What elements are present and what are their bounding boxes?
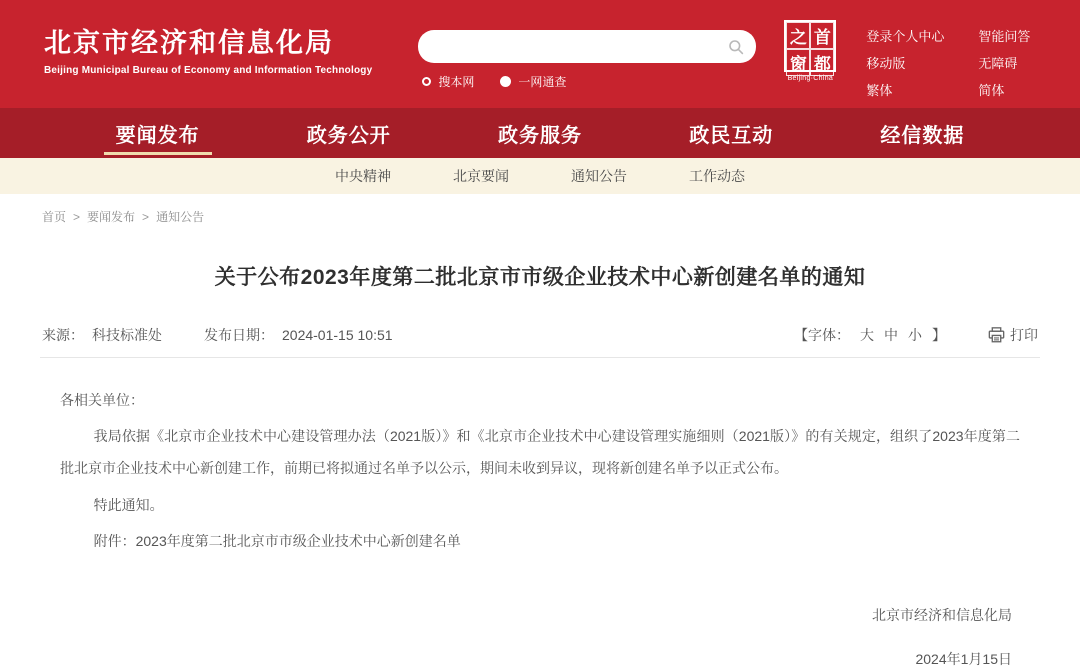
printer-icon	[988, 327, 1005, 343]
article-meta-row	[40, 325, 1040, 345]
article-meta-left	[42, 325, 393, 345]
source-label: 来源：	[42, 327, 84, 343]
paragraph-attachment: 附件：2023年度第二批北京市市级企业技术中心新创建名单	[93, 532, 461, 549]
link-accessibility[interactable]: 无障碍	[978, 56, 1018, 71]
font-size-medium-button[interactable]: 中	[884, 327, 898, 343]
radio-selected-icon	[500, 76, 511, 87]
site-header	[0, 0, 1080, 108]
print-label: 打印	[1010, 327, 1038, 343]
radio-unselected-icon	[422, 77, 431, 86]
search-box[interactable]	[418, 30, 756, 63]
link-smart-qa[interactable]: 智能问答	[978, 29, 1031, 44]
subnav-item-central-spirit[interactable]: 中央精神	[335, 168, 391, 184]
quick-links-column-2	[978, 26, 1030, 99]
article-title: 关于公布2023年度第二批北京市市级企业技术中心新创建名单的通知	[214, 266, 866, 289]
search-area	[418, 30, 756, 90]
publish-date-label: 发布日期：	[204, 327, 274, 343]
badge-caption: Beijing·China	[787, 75, 834, 82]
badge-char: 都	[810, 49, 834, 76]
breadcrumb	[0, 194, 1080, 225]
font-size-label-close: 】	[932, 327, 946, 343]
breadcrumb-separator: >	[142, 209, 150, 224]
scope-search-site[interactable]	[422, 73, 474, 90]
capital-window-seal-icon	[784, 20, 836, 72]
breadcrumb-separator: >	[73, 209, 81, 224]
font-size-small-button[interactable]: 小	[908, 327, 922, 343]
breadcrumb-home[interactable]: 首页	[42, 210, 67, 224]
badge-char: 首	[810, 22, 834, 49]
search-input[interactable]	[432, 39, 728, 54]
paragraph-salutation: 各相关单位：	[60, 392, 144, 408]
article-content	[0, 261, 1080, 669]
nav-item-public-interaction[interactable]: 政民互动	[689, 124, 774, 147]
capital-window-badge[interactable]	[784, 20, 836, 82]
paragraph-notice: 特此通知。	[93, 496, 164, 513]
breadcrumb-news-release[interactable]: 要闻发布	[87, 210, 136, 224]
signature-org: 北京市经济和信息化局	[872, 606, 1012, 623]
article-body	[40, 384, 1040, 557]
signature-date: 2024年1月15日	[915, 650, 1012, 667]
scope-search-site-label: 搜本网	[438, 75, 475, 89]
signature-block	[40, 605, 1040, 669]
subnav-item-work-dynamics[interactable]: 工作动态	[689, 168, 745, 184]
badge-char: 窗	[786, 49, 810, 76]
font-size-controls	[860, 325, 922, 345]
breadcrumb-notices[interactable]: 通知公告	[156, 210, 205, 224]
badge-char: 之	[786, 22, 810, 49]
article-meta-right	[794, 325, 1038, 345]
quick-links-column-1	[866, 26, 944, 99]
meta-divider	[40, 357, 1040, 358]
paragraph-main: 我局依据《北京市企业技术中心建设管理办法（2021版）》和《北京市企业技术中心建设管理实施细则（2021版）》的有关规定，组织了2023年度第二批北京市企业技术中心新创建工作，前期已将拟通过名单予以公示，期间未收到异议，现将新创建名单予以正式公布。	[60, 428, 1020, 477]
link-login-personal-center[interactable]: 登录个人中心	[866, 29, 945, 44]
nav-item-gov-services[interactable]: 政务服务	[498, 124, 582, 147]
site-logo[interactable]	[44, 28, 372, 76]
site-title: 北京市经济和信息化局	[44, 28, 334, 58]
publish-date-value: 2024-01-15 10:51	[282, 327, 393, 343]
site-subtitle-en: Beijing Municipal Bureau of Economy and Information Technology	[44, 65, 373, 77]
nav-item-economy-info-data[interactable]: 经信数据	[880, 124, 965, 147]
search-icon[interactable]	[728, 39, 744, 55]
font-size-large-button[interactable]: 大	[860, 327, 874, 343]
print-button[interactable]	[988, 325, 1038, 345]
sub-navigation	[0, 158, 1080, 194]
link-simplified-chinese[interactable]: 简体	[978, 83, 1005, 98]
header-quick-links	[866, 26, 1030, 99]
link-traditional-chinese[interactable]: 繁体	[866, 83, 893, 98]
scope-search-citywide[interactable]	[500, 73, 566, 90]
subnav-item-notices[interactable]: 通知公告	[571, 168, 627, 184]
scope-search-citywide-label: 一网通查	[518, 75, 567, 89]
nav-item-gov-affairs-public[interactable]: 政务公开	[306, 124, 391, 147]
nav-item-news-release[interactable]: 要闻发布	[62, 108, 253, 158]
source-value: 科技标准处	[92, 327, 162, 343]
font-size-label-open: 【字体：	[794, 327, 850, 343]
search-scope-group	[418, 73, 756, 90]
main-navigation	[0, 108, 1080, 158]
link-mobile-version[interactable]: 移动版	[866, 56, 906, 71]
subnav-item-beijing-news[interactable]: 北京要闻	[453, 168, 509, 184]
